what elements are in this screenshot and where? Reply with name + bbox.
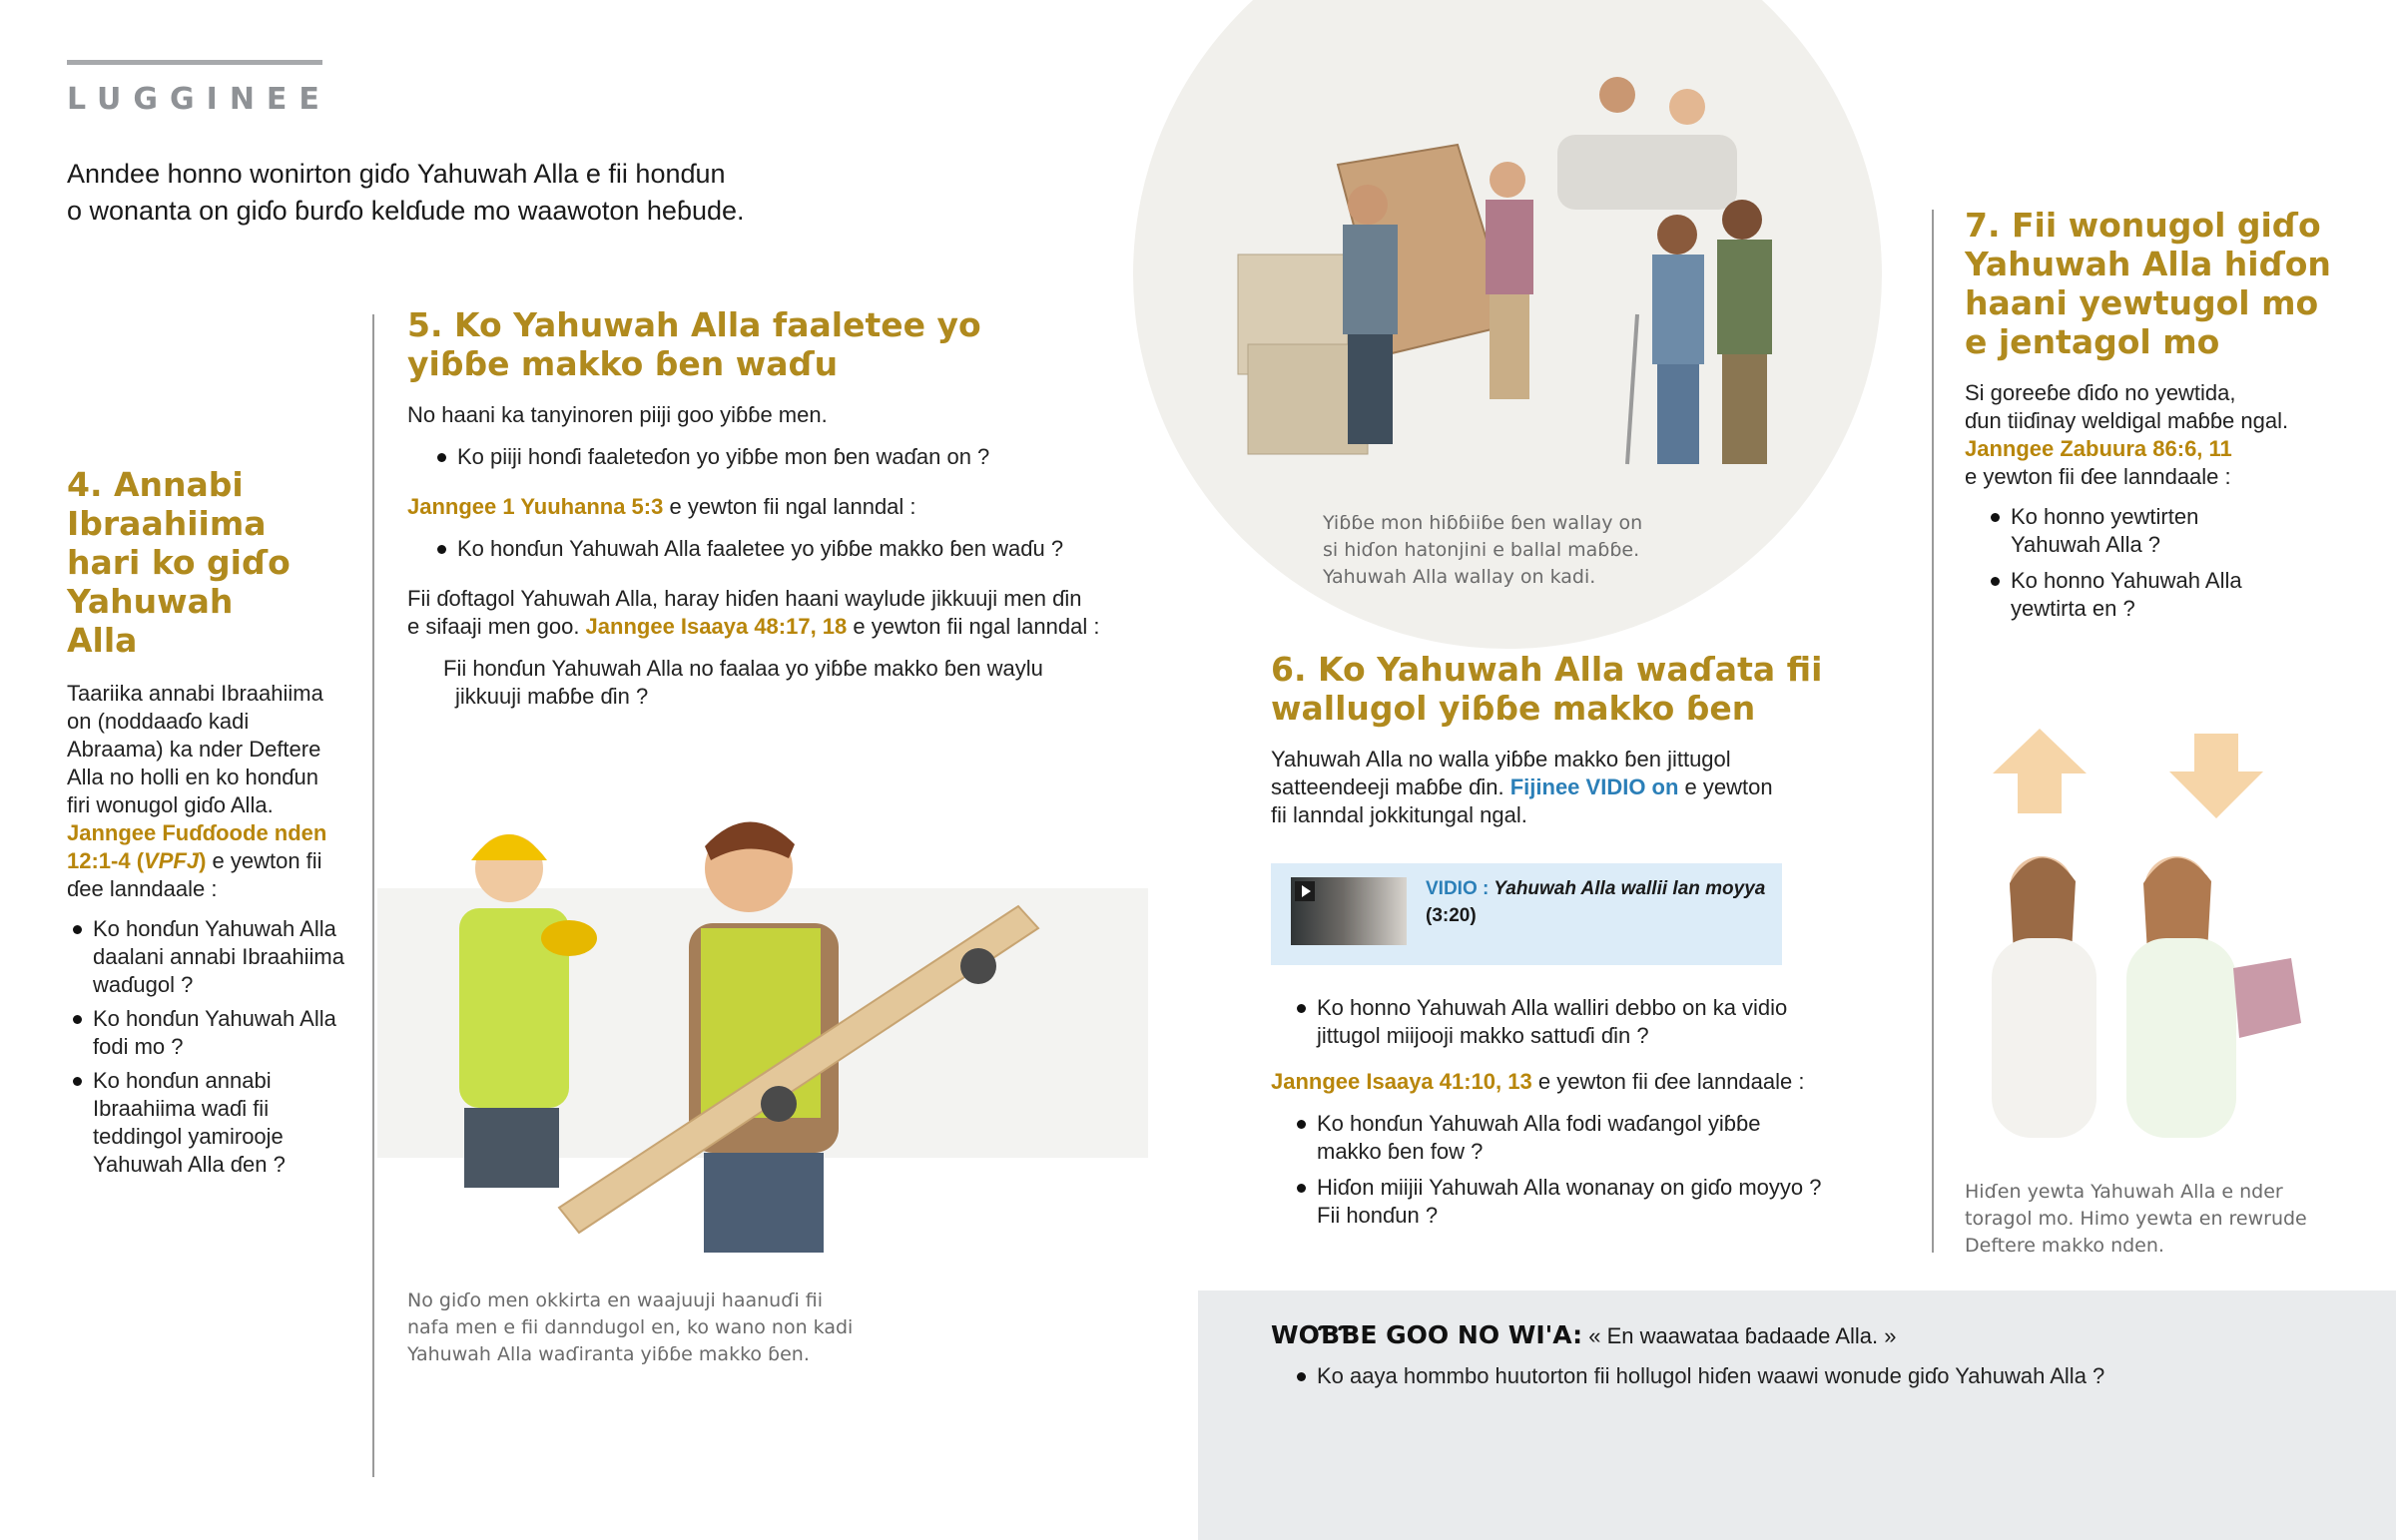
s7-question [1985, 503, 2364, 559]
s6-q2-line: makko ɓen fow ? [1317, 1139, 1484, 1164]
video-card[interactable] [1271, 863, 1782, 965]
prayer-and-reading-illustration [1972, 724, 2361, 1153]
s6-p-part: satteendeeji maɓɓe ɗin. [1271, 774, 1510, 799]
s5-intro: No haani ka tanyinoren piiji goo yiɓɓe men. [407, 402, 828, 427]
intro-line-1: Anndee honno wonirton giɗo Yahuwah Alla e fii honɗun [67, 159, 726, 189]
s6-p-line: Yahuwah Alla no walla yiɓɓe makko ɓen jittugol [1271, 747, 1731, 771]
section-5 [407, 305, 1166, 711]
section-6 [1271, 650, 1890, 829]
s5-q3-line: jikkuuji maɓɓe ɗin ? [455, 684, 649, 709]
s5-image-caption [407, 1287, 853, 1368]
s4-question: Ko honɗun Yahuwah Alla fodi mo ? [67, 1005, 346, 1061]
section-4-body [67, 680, 346, 903]
s7-p-line: ɗun tiiɗinay weldigal maɓɓe ngal. [1965, 408, 2289, 433]
video-title-line [1426, 875, 1765, 902]
s5-caption-line: No giɗo men okkirta en waajuuji haanuɗi fii [407, 1289, 824, 1311]
s6-questions-2 [1291, 1110, 1890, 1230]
s6-caption-line: Yiɓɓe mon hiɓɓiiɓe ɓen wallay on [1323, 512, 1643, 534]
s6-q1-line: Ko honno Yahuwah Alla walliri debbo on ka vidio [1317, 995, 1788, 1020]
s7-paragraph [1965, 379, 2364, 491]
s5-question-3 [443, 655, 1166, 711]
s4-after-ref-2: ɗee lanndaale : [67, 876, 218, 901]
s5-ref-paragraph-1 [407, 493, 1166, 521]
s7-q2-line: yewtirta en ? [2011, 596, 2135, 621]
s6-ref-link[interactable]: Janngee Isaaya 41:10, 13 [1271, 1069, 1532, 1094]
section-7-title [1965, 206, 2364, 361]
s4-ref-part[interactable]: VPFJ [144, 848, 200, 873]
construction-workers-illustration [419, 788, 1158, 1258]
intro-text [67, 156, 745, 230]
summary-heading: WOƁƁE GOO NO WI'A: [1271, 1320, 1583, 1349]
s6-question [1291, 994, 1890, 1050]
s4-ref-line-2 [67, 847, 346, 875]
s4-ref-part[interactable]: ) [199, 848, 207, 873]
friends-helping-illustration [1228, 55, 1827, 484]
s5-p2-line: e sifaaji men goo. [407, 614, 586, 639]
s7-caption-line: Hiɗen yewta Yahuwah Alla e nder [1965, 1181, 2283, 1203]
section-4 [67, 465, 346, 1179]
s7-questions [1985, 503, 2364, 623]
video-label: VIDIO : [1426, 878, 1490, 899]
s6-caption-line: si hiɗon hatonjini e ballal maɓɓe. [1323, 539, 1640, 561]
summary-box [1198, 1290, 2396, 1540]
video-info [1426, 875, 1765, 929]
s6-q1-line: jittugol miijooji makko sattuɗi ɗin ? [1317, 1023, 1649, 1048]
s5-p2-line: Fii ɗoftagol Yahuwah Alla, haray hiɗen haani waylude jikkuuji men ɗin [407, 586, 1082, 611]
s7-q2-line: Ko honno Yahuwah Alla [2011, 568, 2242, 593]
s6-question [1291, 1110, 1890, 1166]
s6-image-caption [1323, 510, 1642, 591]
summary-question: Ko aaya hommbo huutorton fii hollugol hiɗen waawi wonude giɗo Yahuwah Alla ? [1291, 1362, 2104, 1390]
header-label: LUGGINEE [67, 82, 331, 117]
s6-ref-after: e yewton fii ɗee lanndaale : [1531, 1069, 1805, 1094]
s6-p-line: fii lanndal jokkitungal ngal. [1271, 802, 1527, 827]
s4-body-line: firi wonugol giɗo Alla. [67, 792, 274, 817]
summary-questions [1291, 1362, 2104, 1390]
s4-ref-link[interactable]: Janngee Fuɗɗoode nden [67, 820, 327, 845]
s4-scripture-reference[interactable] [67, 819, 346, 847]
s5-questions-1 [431, 443, 1166, 471]
s6-questions-1 [1291, 994, 1890, 1050]
s6-q2-line: Ko honɗun Yahuwah Alla fodi waɗangol yiɓɓe [1317, 1111, 1761, 1136]
divider-left [372, 314, 374, 1477]
s7-q1-line: Yahuwah Alla ? [2011, 532, 2161, 557]
s4-body-line: on (noddaaɗo kadi [67, 709, 250, 734]
s6-q3-line: Fii honɗun ? [1317, 1203, 1439, 1228]
s7-question [1985, 567, 2364, 623]
section-5-title [407, 305, 1166, 383]
s5-caption-line: Yahuwah Alla waɗiranta yiɓɓe makko ɓen. [407, 1343, 810, 1365]
watch-video-link[interactable]: Fijinee VIDIO on [1509, 774, 1679, 799]
s6-ref-paragraph [1271, 1068, 1890, 1096]
arrow-down-icon [2169, 734, 2263, 818]
s7-image-caption [1965, 1179, 2307, 1260]
s5-question: Ko honɗun Yahuwah Alla faaletee yo yiɓɓe makko ɓen waɗu ? [431, 535, 1166, 563]
section-4-questions [67, 915, 346, 1179]
play-icon[interactable] [1295, 881, 1315, 901]
s4-body-line: Alla no holli en ko honɗun [67, 765, 318, 789]
s7-q1-line: Ko honno yewtirten [2011, 504, 2199, 529]
s7-ref-link[interactable]: Janngee Zabuura 86:6, 11 [1965, 436, 2232, 461]
s5-title-line: 5. Ko Yahuwah Alla faaletee yo [407, 305, 981, 344]
s7-title-line: 7. Fii wonugol giɗo [1965, 206, 2321, 245]
s6-q3-line: Hiɗon miijii Yahuwah Alla wonanay on giɗo moyyo ? [1317, 1175, 1822, 1200]
summary-heading-line [1271, 1320, 1896, 1351]
s5-q3-line: Fii honɗun Yahuwah Alla no faalaa yo yiɓɓe makko ɓen waylu [443, 656, 1043, 681]
s4-after-ref: e yewton fii [206, 848, 322, 873]
s5-question: Ko piiji honɗi faaleteɗon yo yiɓɓe mon ɓen waɗan on ? [431, 443, 1166, 471]
s7-caption-line: toragol mo. Himo yewta en rewrude [1965, 1208, 2307, 1230]
s6-title-line: wallugol yiɓɓe makko ɓen [1271, 689, 1756, 728]
s6-title-line: 6. Ko Yahuwah Alla waɗata fii [1271, 650, 1823, 689]
s4-question: Ko honɗun Yahuwah Alla daalani annabi Ibraahiima waɗugol ? [67, 915, 346, 999]
s5-caption-line: nafa men e fii danndugol en, ko wano non kadi [407, 1316, 854, 1338]
s6-question [1291, 1174, 1890, 1230]
s5-questions-2 [431, 535, 1166, 563]
divider-right [1932, 210, 1934, 1253]
section-6-title [1271, 650, 1890, 728]
s7-caption-line: Deftere makko nden. [1965, 1235, 2164, 1257]
section-7 [1965, 206, 2364, 623]
s7-title-line: Yahuwah Alla hiɗon [1965, 245, 2331, 283]
s7-title-line: e jentagol mo [1965, 322, 2220, 361]
header-rule [67, 60, 322, 65]
section-4-title: 4. Annabi Ibraahiima hari ko giɗo Yahuwah Alla [67, 465, 291, 660]
section-6-questions [1271, 994, 1890, 1230]
s5-ref-link-1[interactable]: Janngee 1 Yuuhanna 5:3 [407, 494, 664, 519]
video-thumbnail[interactable] [1291, 877, 1407, 945]
s7-title-line: haani yewtugol mo [1965, 283, 2319, 322]
s6-caption-line: Yahuwah Alla wallay on kadi. [1323, 566, 1596, 588]
video-duration: (3:20) [1426, 905, 1477, 926]
s5-paragraph-2 [407, 585, 1166, 641]
video-title[interactable]: Yahuwah Alla wallii lan moyya [1489, 878, 1766, 899]
s5-ref-link-2[interactable]: Janngee Isaaya 48:17, 18 [585, 614, 848, 639]
s5-ref-after: e yewton fii ngal lanndal : [847, 614, 1100, 639]
s4-ref-part[interactable]: 12:1-4 ( [67, 848, 145, 873]
s4-question: Ko honɗun annabi Ibraahiima waɗi fii teddingol yamirooje Yahuwah Alla ɗen ? [67, 1067, 346, 1179]
s6-p-part: e yewton [1678, 774, 1773, 799]
s4-body-line: Abraama) ka nder Deftere [67, 737, 321, 762]
s7-p-line: Si goreeɓe ɗiɗo no yewtida, [1965, 380, 2236, 405]
s4-body-line: Taariika annabi Ibraahiima [67, 681, 323, 706]
s5-title-line: yiɓɓe makko ɓen waɗu [407, 344, 839, 383]
arrow-up-icon [1993, 729, 2087, 813]
s7-after-ref: e yewton fii ɗee lanndaale : [1965, 464, 2231, 489]
s6-p-line [1271, 773, 1890, 801]
intro-line-2: o wonanta on giɗo ɓurɗo kelɗude mo waawoton heɓude. [67, 196, 745, 226]
s5-ref-after: e yewton fii ngal lanndal : [663, 494, 916, 519]
summary-quote: « En waawataa ɓadaade Alla. » [1582, 1323, 1897, 1348]
s6-paragraph [1271, 746, 1890, 829]
